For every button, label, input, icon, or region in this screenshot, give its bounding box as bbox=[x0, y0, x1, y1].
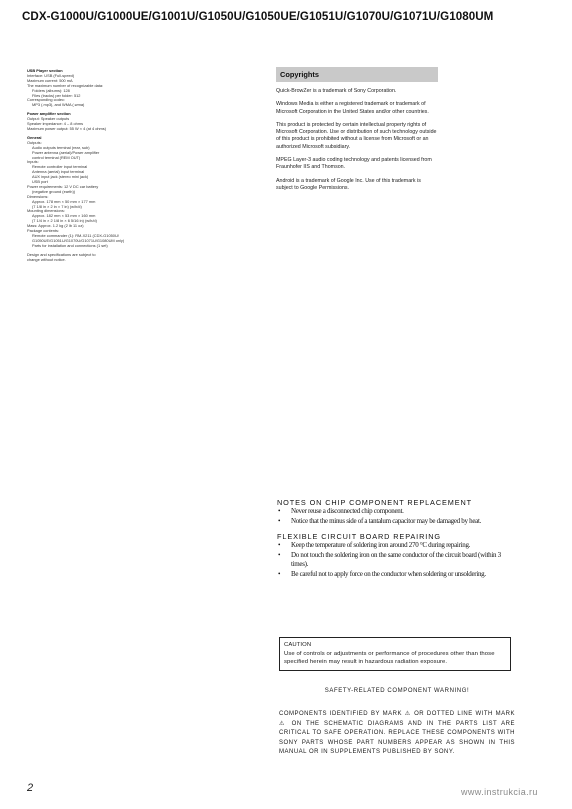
bullet-icon: • bbox=[278, 550, 281, 559]
spec-line: (negative ground (earth)) bbox=[32, 188, 76, 194]
bullet-icon: • bbox=[278, 516, 281, 525]
chip-note-text: Never reuse a disconnected chip component. bbox=[291, 507, 404, 515]
spec-footer-line: change without notice. bbox=[27, 256, 66, 262]
chip-notes-list bbox=[277, 507, 513, 526]
spec-line: MP3 (.mp3), and WMA (.wma) bbox=[32, 102, 85, 108]
caution-box bbox=[279, 637, 511, 671]
usb-spec-list bbox=[27, 74, 152, 108]
spec-line: (7 1/4 in × 2 1/8 in × 6 5/16 in) (w/h/d) bbox=[32, 218, 97, 224]
spec-line: Audio outputs terminal (rear, sub) bbox=[32, 144, 90, 150]
safety-warning-text: COMPONENTS IDENTIFIED BY MARK ⚠ OR DOTTED LINE WITH MARK ⚠ ON THE SCHEMATIC DIAGRAMS AND IN THE PARTS LIST ARE CRITICAL TO SAFE OPERATION. REPLACE THESE COMPONENTS WITH SONY PARTS WHOSE PART NUMBERS APPEAR AS SHOWN IN THIS MANUAL OR IN SUPPLEMENTS PUBLISHED BY SONY. bbox=[279, 711, 515, 756]
spec-line: G1050UE/G1051U/G1070U/G1071U/G1080UM only) bbox=[32, 237, 125, 243]
chip-notes-title: NOTES ON CHIP COMPONENT REPLACEMENT bbox=[277, 498, 473, 507]
caution-text: Use of controls or adjustments or performance of procedures other than those specified herein may result in hazardous radiation exposure. bbox=[284, 650, 495, 666]
specifications-column bbox=[27, 69, 152, 263]
spec-line: Remote controller input terminal bbox=[32, 164, 88, 170]
copyrights-heading: Copyrights bbox=[276, 67, 438, 82]
spec-line: Files (tracks) per folder: 512 bbox=[32, 92, 81, 98]
spec-line: Output: Speaker outputs bbox=[27, 116, 70, 122]
flex-note-item bbox=[277, 551, 513, 570]
amp-spec-list bbox=[27, 117, 152, 132]
page-number: 2 bbox=[27, 782, 34, 794]
general-section-title: General bbox=[27, 134, 42, 140]
spec-line: Remote commander (1): RM-X211 (CDX-G1050U/ bbox=[32, 233, 119, 238]
bullet-icon: • bbox=[278, 507, 281, 515]
safety-warning-title: SAFETY-RELATED COMPONENT WARNING! bbox=[324, 688, 470, 694]
spec-line: Parts for installation and connections (1 set) bbox=[32, 242, 108, 248]
spec-line: Dimensions: bbox=[27, 193, 49, 199]
spec-line: Maximum power output: 55 W × 4 (at 4 ohms) bbox=[27, 125, 107, 131]
amp-section-title: Power amplifier section bbox=[27, 111, 71, 117]
flex-note-text: Be careful not to apply force on the conductor when soldering or unsoldering. bbox=[291, 569, 486, 578]
bullet-icon: • bbox=[278, 541, 281, 549]
site-watermark: www.instrukcia.ru bbox=[461, 787, 538, 797]
flex-notes-title: FLEXIBLE CIRCUIT BOARD REPAIRING bbox=[277, 532, 441, 541]
flex-notes-list bbox=[277, 541, 513, 579]
spec-line: Power antenna (aerial)/Power amplifier bbox=[32, 149, 100, 155]
spec-line: Mass: Approx. 1.2 kg (2 lb 11 oz) bbox=[27, 223, 84, 229]
spec-footer-note bbox=[27, 253, 152, 263]
spec-line: Antenna (aerial) input terminal bbox=[32, 169, 85, 175]
spec-footer-line: Design and specifications are subject to bbox=[27, 251, 96, 257]
spec-line: control terminal (REM OUT) bbox=[32, 154, 81, 160]
copyright-paragraph: Android is a trademark of Google Inc. Use of this trademark is subject to Google Permissions. bbox=[276, 177, 421, 191]
spec-line: Mounting dimensions: bbox=[27, 208, 65, 214]
chip-note-item bbox=[277, 517, 513, 527]
spec-line: (7 1/8 in × 2 in × 7 in) (w/h/d) bbox=[32, 203, 82, 209]
spec-line: Interface: USB (Full-speed) bbox=[27, 72, 75, 78]
spec-line: Approx. 178 mm × 50 mm × 177 mm bbox=[32, 198, 96, 204]
chip-note-item bbox=[277, 507, 513, 517]
spec-line: Package contents: bbox=[27, 228, 60, 234]
caution-title: CAUTION bbox=[284, 642, 312, 648]
copyright-paragraph: Quick-BrowZer is a trademark of Sony Corporation. bbox=[276, 88, 397, 94]
chip-note-text: Notice that the minus side of a tantalum capacitor may be damaged by heat. bbox=[291, 516, 482, 525]
usb-section-title: USB Player section bbox=[27, 68, 63, 73]
spec-line: USB port bbox=[32, 179, 48, 185]
spec-line: Outputs: bbox=[27, 139, 42, 145]
spec-line: The maximum number of recognizable data: bbox=[27, 82, 104, 88]
spec-line: Maximum current: 500 mA bbox=[27, 77, 73, 83]
flex-note-text: Do not touch the soldering iron on the same conductor of the circuit board (within 3 times). bbox=[291, 550, 501, 568]
copyright-paragraph: MPEG Layer-3 audio coding technology and patents licensed from Fraunhofer IIS and Thomson. bbox=[276, 157, 432, 171]
spec-line: Corresponding codec: bbox=[27, 97, 66, 103]
spec-line: Power requirements: 12 V DC car battery bbox=[27, 183, 99, 189]
copyrights-section bbox=[276, 67, 438, 192]
page-header-title: CDX-G1000U/G1000UE/G1001U/G1050U/G1050UE/G1051U/G1070U/G1071U/G1080UM bbox=[22, 10, 494, 23]
spec-line: Approx. 182 mm × 53 mm × 160 mm bbox=[32, 213, 96, 219]
flex-note-item bbox=[277, 541, 513, 551]
general-spec-list bbox=[27, 141, 152, 249]
spec-line: Speaker impedance: 4 – 8 ohms bbox=[27, 121, 84, 127]
spec-line: Inputs: bbox=[27, 159, 39, 165]
spec-line: Folders (albums): 128 bbox=[32, 87, 70, 93]
flex-note-text: Keep the temperature of soldering iron around 270 °C during repairing. bbox=[291, 541, 471, 549]
spec-line: AUX input jack (stereo mini jack) bbox=[32, 174, 89, 180]
copyright-paragraph: Windows Media is either a registered trademark or trademark of Microsoft Corporation in the United States and/or other countries. bbox=[276, 101, 429, 115]
bullet-icon: • bbox=[278, 569, 281, 578]
service-notes bbox=[277, 498, 513, 579]
flex-note-item bbox=[277, 570, 513, 580]
copyright-paragraph: This product is protected by certain intellectual property rights of Microsoft Corporation. Use or distribution of such technology outside of this product is prohibited without a license from Microsoft or an authorized Microsoft subsidiary. bbox=[276, 121, 437, 150]
